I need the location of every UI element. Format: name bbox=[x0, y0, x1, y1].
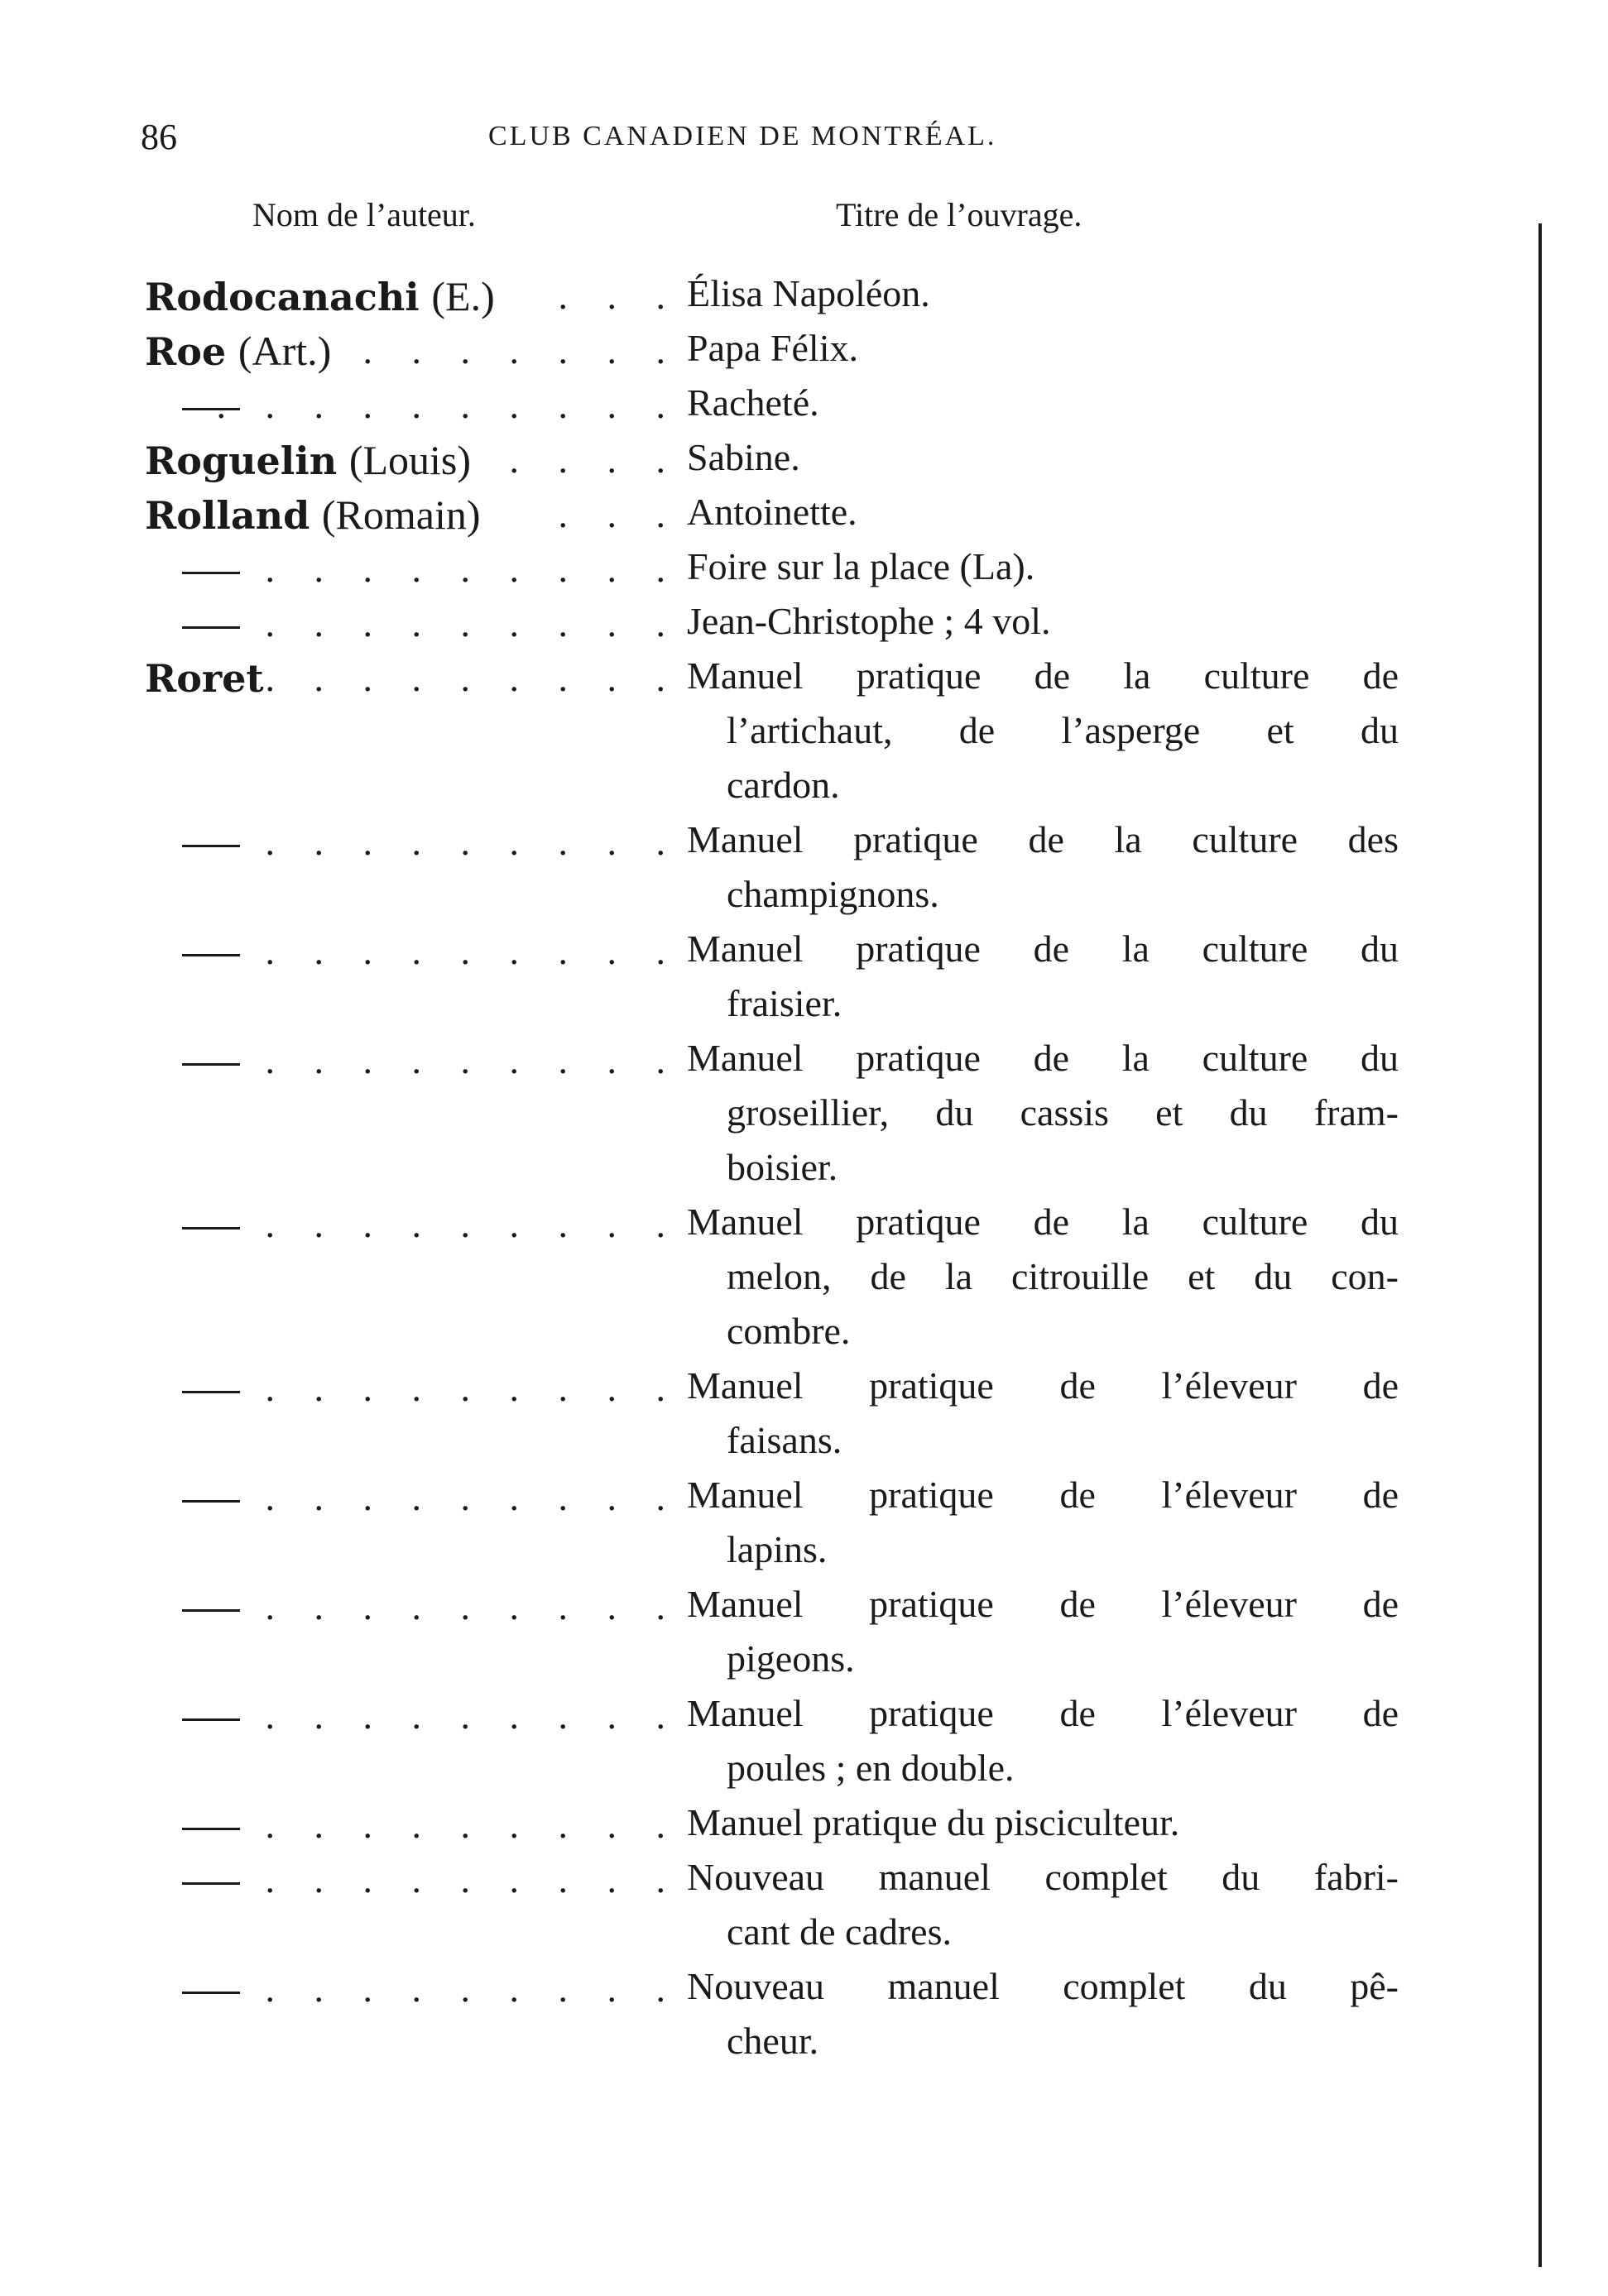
author-initials: (Romain) bbox=[321, 491, 481, 538]
ditto-dash bbox=[182, 1609, 240, 1612]
dot-leader: . . . . . . . . . bbox=[265, 821, 680, 863]
ditto-dash bbox=[182, 1063, 240, 1066]
ditto-dash bbox=[182, 845, 240, 847]
catalog-entry bbox=[0, 1577, 1608, 1686]
catalog-entry bbox=[0, 1850, 1608, 1959]
title-line: Manuel pratique de la culture de bbox=[687, 654, 1399, 697]
entry-title bbox=[687, 539, 1399, 594]
catalog-entry bbox=[0, 922, 1608, 1031]
title-continuation-line: faisans. bbox=[727, 1419, 842, 1461]
ditto-dash bbox=[182, 1718, 240, 1721]
catalog-entry bbox=[0, 1468, 1608, 1577]
ditto-dash bbox=[182, 572, 240, 574]
entry-title bbox=[687, 594, 1399, 649]
author-name: Rolland bbox=[145, 493, 310, 538]
entry-title bbox=[687, 1031, 1399, 1195]
dot-leader: . . . . . . . . . bbox=[265, 1585, 680, 1627]
title-continuation-line: cardon. bbox=[727, 764, 840, 806]
author-name: Roret bbox=[145, 656, 264, 701]
dot-leader: . . . . . . . . . bbox=[265, 1968, 680, 2010]
title-continuation-line: lapins. bbox=[727, 1528, 828, 1570]
catalog-entry bbox=[0, 1795, 1608, 1850]
dot-leader: . . . . . . . . . bbox=[265, 548, 680, 590]
title-line: Manuel pratique de la culture du bbox=[687, 1037, 1399, 1079]
entry-title bbox=[687, 922, 1399, 1031]
catalog-entry bbox=[0, 266, 1608, 321]
author-initials: (Art.) bbox=[238, 328, 332, 374]
ditto-dash bbox=[182, 1500, 240, 1503]
entry-title bbox=[687, 1686, 1399, 1795]
catalog-entry bbox=[0, 649, 1608, 812]
page-number: 86 bbox=[141, 117, 177, 157]
catalog-entry bbox=[0, 812, 1608, 922]
entry-title bbox=[687, 1850, 1399, 1959]
entry-title bbox=[687, 1577, 1399, 1686]
ditto-dash bbox=[182, 954, 240, 956]
title-line: Manuel pratique de l’éleveur de bbox=[687, 1364, 1399, 1407]
catalog-entry bbox=[0, 430, 1608, 485]
title-line: Manuel pratique de la culture du bbox=[687, 1201, 1399, 1243]
dot-leader: . . . . . . . . . bbox=[265, 1694, 680, 1737]
entry-title bbox=[687, 430, 1399, 485]
catalog-entry bbox=[0, 594, 1608, 649]
dot-leader: . . . . . . . . . bbox=[265, 1804, 680, 1846]
catalog-entry bbox=[0, 485, 1608, 539]
entry-title bbox=[687, 376, 1399, 430]
title-column-header: Titre de l’ouvrage. bbox=[836, 196, 1082, 233]
dot-leader: . . . bbox=[558, 493, 680, 535]
column-headers bbox=[0, 195, 1608, 245]
title-line: Papa Félix. bbox=[687, 327, 858, 369]
running-title: CLUB CANADIEN DE MONTRÉAL. bbox=[488, 121, 997, 151]
ditto-dash bbox=[182, 1992, 240, 1994]
entry-title bbox=[687, 1795, 1399, 1850]
ditto-dash bbox=[182, 1391, 240, 1393]
ditto-dash bbox=[182, 626, 240, 629]
title-line: Nouveau manuel complet du fabri- bbox=[687, 1856, 1399, 1898]
title-continuation-line: fraisier. bbox=[727, 982, 842, 1024]
dot-leader: . . . bbox=[558, 275, 680, 317]
page-edge-rule bbox=[1538, 223, 1542, 2267]
dot-leader: . . . . . . . . . bbox=[265, 657, 680, 699]
title-line: Antoinette. bbox=[687, 491, 857, 533]
title-continuation-line: groseillier, du cassis et du fram- bbox=[727, 1091, 1399, 1134]
catalog-entry bbox=[0, 321, 1608, 376]
dot-leader: . . . . . . . bbox=[362, 329, 680, 371]
catalog-entry bbox=[0, 1031, 1608, 1195]
title-line: Racheté. bbox=[687, 381, 819, 424]
entry-title bbox=[687, 1359, 1399, 1468]
title-line: Foire sur la place (La). bbox=[687, 545, 1035, 587]
dot-leader: . . . . bbox=[509, 439, 680, 481]
entry-title bbox=[687, 266, 1399, 321]
catalog-entry bbox=[0, 539, 1608, 594]
dot-leader: . . . . . . . . . bbox=[265, 1039, 680, 1081]
author-name: Roe bbox=[145, 329, 227, 374]
title-continuation-line: poules ; en double. bbox=[727, 1747, 1015, 1789]
title-continuation-line: l’artichaut, de l’asperge et du bbox=[727, 709, 1399, 751]
title-line: Manuel pratique de l’éleveur de bbox=[687, 1474, 1399, 1516]
entry-title bbox=[687, 485, 1399, 539]
title-line: Sabine. bbox=[687, 436, 800, 478]
dot-leader: . . . . . . . . . bbox=[265, 1367, 680, 1409]
title-line: Nouveau manuel complet du pê- bbox=[687, 1965, 1399, 2007]
entry-title bbox=[687, 321, 1399, 376]
title-continuation-line: combre. bbox=[727, 1310, 851, 1352]
catalog-entry bbox=[0, 1959, 1608, 2068]
title-continuation-line: cant de cadres. bbox=[727, 1910, 953, 1953]
catalog-entries bbox=[0, 266, 1608, 2068]
entry-title bbox=[687, 812, 1399, 922]
author-column-header: Nom de l’auteur. bbox=[252, 196, 476, 233]
catalog-entry bbox=[0, 1359, 1608, 1468]
title-continuation-line: pigeons. bbox=[727, 1637, 855, 1680]
catalog-entry bbox=[0, 1686, 1608, 1795]
title-continuation-line: cheur. bbox=[727, 2020, 819, 2062]
title-line: Manuel pratique du pisciculteur. bbox=[687, 1801, 1180, 1843]
title-line: Manuel pratique de l’éleveur de bbox=[687, 1583, 1399, 1625]
title-line: Manuel pratique de la culture du bbox=[687, 928, 1399, 970]
entry-title bbox=[687, 1959, 1399, 2068]
title-line: Jean-Christophe ; 4 vol. bbox=[687, 600, 1051, 642]
title-continuation-line: champignons. bbox=[727, 873, 939, 915]
author-name: Roguelin bbox=[145, 439, 338, 483]
dot-leader: . . . . . . . . . bbox=[265, 1203, 680, 1245]
entry-title bbox=[687, 649, 1399, 812]
entry-title bbox=[687, 1195, 1399, 1359]
author-initials: (Louis) bbox=[348, 437, 472, 483]
dot-leader: . . . . . . . . . . bbox=[216, 384, 680, 426]
dot-leader: . . . . . . . . . bbox=[265, 1476, 680, 1518]
author-initials: (E.) bbox=[431, 273, 495, 319]
title-line: Manuel pratique de la culture des bbox=[687, 818, 1399, 860]
ditto-dash bbox=[182, 1882, 240, 1885]
dot-leader: . . . . . . . . . bbox=[265, 1858, 680, 1901]
dot-leader: . . . . . . . . . bbox=[265, 930, 680, 972]
entry-title bbox=[687, 1468, 1399, 1577]
author-name: Rodocanachi bbox=[145, 275, 420, 319]
title-continuation-line: boisier. bbox=[727, 1146, 838, 1188]
ditto-dash bbox=[182, 1828, 240, 1830]
title-line: Élisa Napoléon. bbox=[687, 272, 930, 314]
catalog-entry bbox=[0, 376, 1608, 430]
dot-leader: . . . . . . . . . bbox=[265, 602, 680, 645]
running-head bbox=[141, 116, 1498, 165]
catalog-entry bbox=[0, 1195, 1608, 1359]
title-continuation-line: melon, de la citrouille et du con- bbox=[727, 1255, 1399, 1297]
ditto-dash bbox=[182, 1227, 240, 1229]
title-line: Manuel pratique de l’éleveur de bbox=[687, 1692, 1399, 1734]
